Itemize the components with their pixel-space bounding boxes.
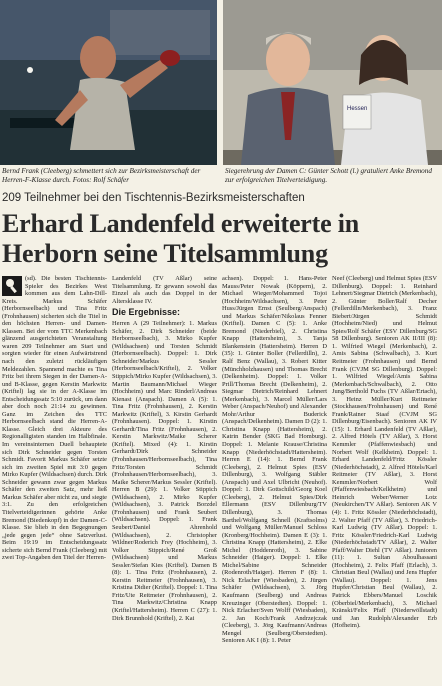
table-tennis-icon (2, 276, 22, 296)
column-2-intro: Landenfeld (TV Aßlar) seine Titelsammlung. Er gewann sowohl das Einzel als auch das Doppel in der Altersklasse IV. (112, 275, 217, 305)
article-column-2 (112, 275, 217, 685)
column-2-results: Herren A (29 Teilnehmer): 1. Markus Schäfer, 2. Dirk Schneider (beide Herbornseelbach), 3. Mirko Kupfer (Wildsachsen) und Torsten Schmidt (Herbornseelbach). Doppel: 1. Dirk Schneider/Markus Sessler (Herbornseelbach/Kriftel), 2. Volker Stippich/Mirko Kupfer (Wildsachsen), 3. Martin Baumann/Michael Wieger (Hochheim) und Marc Rinderl/Andreas Kienast (Anspach). Damen A (5): 1. Tina Fritz (Frohnhausen), 2. Kerstin Markwitz (Kriftel), 3. Kirstin Gerhardt (Frohnhausen). Doppel: 1. Kirstin Gerhardt/Tina Fritz (Frohnhausen), 2. Kerstin Markwitz/Maike Scherer (Kriftel). Mixed (4): 1. Kirstin Gerhardt/Dirk Schneider (Frohnhausen/Herbornseelbach), Tina Fritz/Torsten Schmidt (Frohnhausen/Herbornseelbach), 3. Maike Scherer/Markus Sessler (Kriftel). Herren B (29): 1. Volker Stippich (Wildsachsen), 2. Mirko Kupfer (Wildsachsen), 3. Patrick Borzdel (Frohnhausen) und Frank Seubert (Wildsachsen). Doppel: 1. Frank Seubert/Daniel Ahrenhold (Wildsachsen), 2. Christopher Wildner/Roderich Frey (Hochheim), 3. Volker Stippich/René Groß (Wildsachsen) und Markus Sessler/Stefan Kies (Kriftel). Damen B (8): 1. Tina Fritz (Frohnhausen), 2. Kerstin Reitmeier (Frohnhausen), 3. Kristina Didier (Kriftel). Doppel: 1. Tina Fritz/Ute Reitmeier (Frohnhausen), 2. Tina Markwitz/Christina Knapp (Kriftel/Hattersheim). Herren C (27): 1. Dirk Brunnhold (Kriftel), 2. Kai (112, 320, 217, 622)
article-headline: Erhard Landenfeld erweiterte in Herborn seine Titelsammlung (2, 209, 360, 268)
column-4-results: Neef (Cleeberg) und Helmut Spies (ESV Dillenburg). Doppel: 1. Reinhard Lehnert/Siegmar Dietrich (Merkenbach), 2. Günter Boller/Ralf Decher (Fellerdilln/Merkenbach), 3. Franz Biebert/Jürgen Schmidt (Hochheim/Nied) und Helmut Spies/Rolf Schäfer (ESV Dillenburg/SG 58 Dillenburg). Senioren AK II/III (8): 1. Wilfried Wiegel (Merkenbach), 2. Amis Sabina (Schwalbach), 3. Kurt Reitmeier (Frohnhausen) und Bernd Frank (CVJM SG Dillenburg). Doppel: 1. Wilfried Wiegel/Amis Sabina (Merkenbach/Schwalbach), 2. Otto Jung/Berthold Fuchs (TV Aßlar/Ertach), 3. Heinz Müller/Kurt Reitmeier (Stockhausen/Frohnhausen) und René Frank/Rainer Staaf (CVJM SG Dillenburg/Eisenbach). Senioren AK IV (15): 1. Erhard Landenfeld (TV Aßlar), 2. Alfred Hötels (TV Aßlar), 3. Horst Kemmler (Pfaffenwiesbach) und Norbert Wolf (Kelkheim). Doppel: 1. Erhard Landenfeld/Fritz Kössler (Niederhöchstadt), 2. Alfred Hötels/Karl Reitmeier (TV Aßlar), 3. Horst Kemmler/Norbert Wolf (Pfaffenwiesbach/Kelkheim) und Heinrich Weber/Werner Lotz (Neukirchen/TV Aßlar). Senioren AK V (4): 1. Fritz Kössler (Niederhöchstadt), 2. Walter Pfaff (TV Aßlar), 3. Friedrich-Karl Ludwig (TV Aßlar). Doppel: 1. Fritz Kössler/Friedrich-Karl Ludwig (Niederhöchstadt/TV Aßlar), 2. Walter Pfaff/Walter Diehl (TV Aßlar). Junioren (11): 1. Sultan Aboulhassani (Hochheim), 2. Felix Pfaff (Erlach), 3. Christian Beul (Wallau) und Jens Hupfer (Wallau). Doppel: 1. Jens Hupfer/Christian Beul (Wallau), 2. Patrick Ebbers/Manuel Loschik (Oberbiel/Merkenbach), 3. Michael Kränski/Felix Pfaff (Niederwöllstadt) und Jan Rudolph/Alexander Erb (Hofheim). (332, 275, 437, 630)
photo-award-illustration (223, 0, 442, 165)
article-column-4 (332, 275, 437, 685)
column-3-results: achsen). Doppel: 1. Hans-Peter Mauss/Peter Nowak (Köppern), 2. Michael Wieger/Mohammed Tojoi (Hochheim/Wildsachsen), 3. Peter Huss/Jürgen Ernst (Seulberg/Anspach) und Markus Schäfer/Nikolaus Fenner (Kriftel). Damen C (5): 1. Anke Bremond (Niederbiel), 2. Christina Knapp (Hattersheim), 3. Tanja Blankenstein (Hattersheim). Herren D (35): 1. Günter Boller (Fellerdilln), 2. Ralf Benz (Wallau), 3. Robert Kitter (Münchholzhausen) und Thomas Brecht (Delkenheim). Doppel: 1. Volker Prill/Thomas Brecht (Delkenheim), 2. Siegmar Dietrich/Reinhard Lehnert (Merkenbach), 3. Marcel Müller/Lars Weber (Anspach/Neuhof) und Alexander Mohr/Arthur Buderick (Anspach/Delkenheim). Damen D (2): 1. Christina Knapp (Hattersheim), 2. Katrin Bender (SKG Bad Homburg). Doppel: 1. Melanie Krause/Christina Knapp (Niederhöchstadt/Hattersheim). Herren E (14): 1. Bernd Frank (Cleeberg), 2. Helmut Spies (ESV Dillenburg), 3. Wolfgang Stäbler (Anspach) und Axel Ulbricht (Neuhof). Doppel: 1. Dirk Gottschild/Georg Koel (Cleeberg), 2. Helmut Spies/Dirk Ellermann (ESV Dillenburg/TV Dillenburg), 3. Thomas Barthel/Wolfgang Schnell (Kraftsolms) und Wolfgang Müller/Manuel Schloss (Kronberg/Hochheim). Damen E (3): 1. Christina Knapp (Hattersheim), 2. Elke Michel (Hoddenroth), 3. Sabine Schneider (Haiger). Doppel: 1. Elke Michel/Sabine Schneider (Rodenroth/Haiger). Herren F (8): 1. Nick Erlacher (Wiesbaden), 2. Jürgen Schäfer (Wildsachsen), 3. Jörg Kaufmann (Seulberg) und Andreas Kreuzinger (Oberstedten). Doppel: 1. Nick Erlacher/Sven Wolff (Wiesbaden), 2. Jan Koch/Frank Andrzejczak (Cleeberg), 3. Jörg Kaufmann/Andreas Mengel (Seulberg/Oberstedten). Senioren AK I (8): 1. Peter (222, 275, 327, 645)
photo-table-tennis-player (0, 0, 217, 165)
article-kicker: 209 Teilnehmer bei den Tischtennis-Bezirksmeisterschaften (2, 192, 305, 204)
article-column-3 (222, 275, 327, 685)
photo-sign-text: Hessen (347, 106, 368, 112)
results-subheading: Die Ergebnisse: (112, 307, 181, 318)
photo-player-illustration (0, 0, 217, 165)
photo-caption-right: Siegerehrung der Damen C: Günter Schott (l.) gratuliert Anke Bremond zur erfolgreichen Titelverteidigung. (225, 167, 432, 184)
photo-caption-left: Bernd Frank (Cleeberg) schmettert sich zur Bezirksmeisterschaft der Herren-F-Klasse durch. Fotos: Rolf Schäfer (2, 167, 201, 184)
photo-award-ceremony (223, 0, 442, 165)
article-body (2, 275, 440, 685)
column-1-text: (sd). Die besten Tischtennis-Spieler des Bezirkes West kommen aus dem Lahn-Dill-Kreis. Markus Schäfer (Herbornseelbach) und Tina Fritz (Frohnhausen) sicherten sich die Titel in den höchsten Herren- und Damen-Klassen. Bei der vom TTC Merkenbach glänzend ausgerichteten Veranstaltung waren 209 Teilnehmer am Start und sorgten wieder für einen Aufwärtstrend nach den zuletzt rückläufigen Meldezahlen. Spannend machte es Tina Fritz bei ihrem Siegen in der Damen-A- und B-Klasse, gegen Kerstin Markwitz (Kriftel) lag sie in der A-Klasse im Entscheidungssatz 5:10 zurück, um dann aber doch noch 21:14 zu gewinnen. Ganz im Zeichen des TTC Herbornseelbach stand die Herren-A-Klasse. Gleich drei Akteure des Regionalligisten standen im Halbfinale. Im vereinsinternen Duell behauptete sich Dirk Schneider gegen Torsten Schmidt. Favorit Markus Schäfer setzte sich im zweiten Spiel mit 3:0 gegen Mirko Kupfer (Wildsachsen) durch. Dirk Schneider gewann zwar gegen Markus Schäfer den zweiten Satz, mehr ließ Markus Schäfer aber nicht zu, und siegte 3:1. Zu den erfolgreichen Titelverteidigerinnen gehörte Anke Bremond (Biedenkopf) in der Damen-C-Klasse. Sie blieb in den Begegnungen „jede gegen jede“ ohne Satzverlust. Beim 19:19 im Entscheidungssatz sicherte sich Bernd Frank (Cleeberg) mit zwei Top-Angaben den Titel der Herren- (2, 275, 107, 562)
article-column-1 (2, 275, 107, 685)
